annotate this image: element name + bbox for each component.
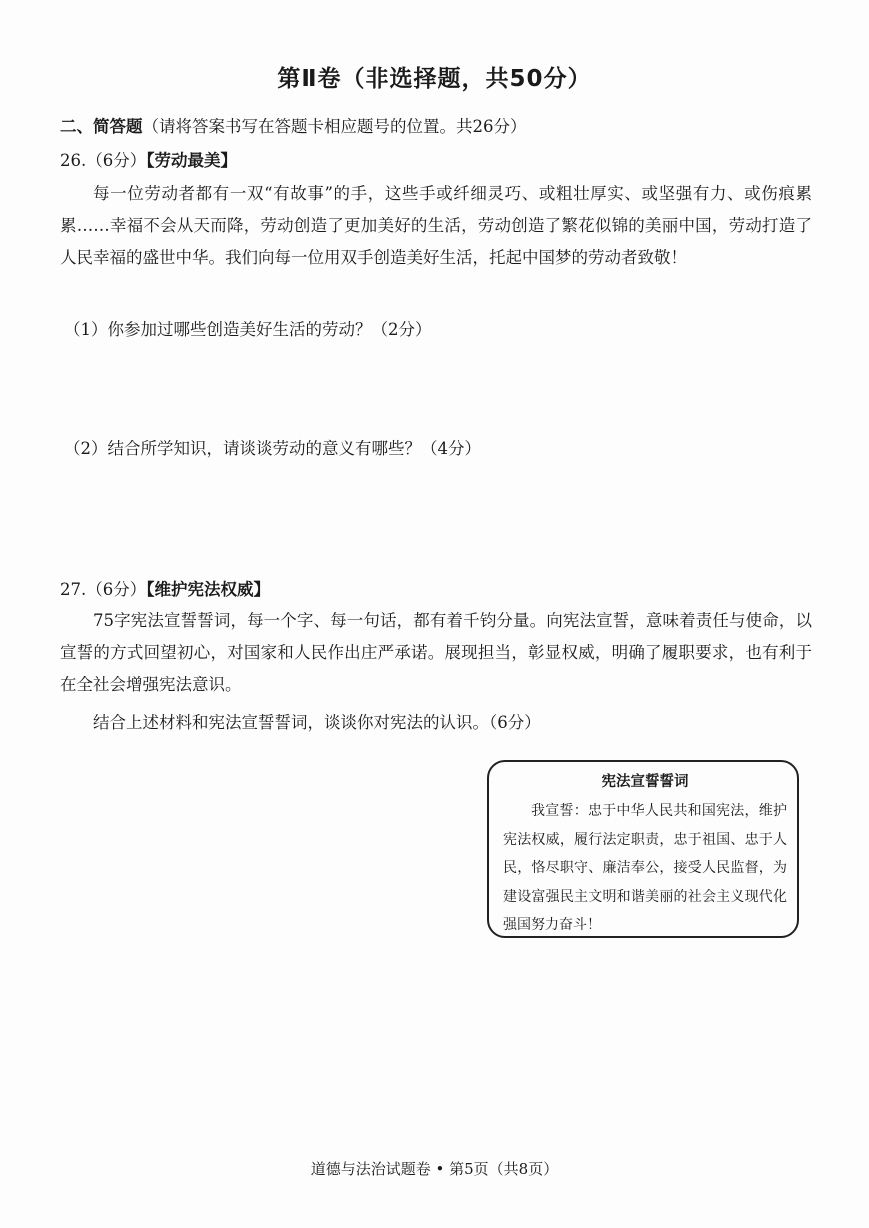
question-27-topic: 【维护宪法权威】 [146,580,270,599]
question-27-prompt: 结合上述材料和宪法宣誓誓词，谈谈你对宪法的认识。（6分） [93,713,541,732]
question-26-topic: 【劳动最美】 [146,151,237,170]
question-27-heading [60,576,270,600]
question-26-sub-1: （1）你参加过哪些创造美好生活的劳动？（2分） [64,320,432,339]
question-26-sub-2: （2）结合所学知识，请谈谈劳动的意义有哪些？（4分） [64,439,481,458]
question-27-number: 27.（6分） [60,580,147,599]
page-footer: 道德与法治试题卷 • 第5页（共8页） [310,1160,559,1178]
oath-box [487,760,799,938]
oath-text: 我宣誓：忠于中华人民共和国宪法，维护宪法权威，履行法定职责，忠于祖国、忠于人民，恪尽职守、廉洁奉公，接受人民监督，为建设富强民主文明和谐美丽的社会主义现代化强国努力奋斗！ [503,803,787,933]
oath-title: 宪法宣誓誓词 [601,774,689,790]
page-title: 第Ⅱ卷（非选择题，共50分） [277,66,592,92]
question-26-number: 26.（6分） [60,151,147,170]
section-heading [60,113,527,137]
question-27-passage: 75字宪法宣誓誓词，每一个字、每一句话，都有着千钧分量。向宪法宣誓，意味着责任与使命，以宣誓的方式回望初心，对国家和人民作出庄严承诺。展现担当，彰显权威，明确了履职要求，也有利于在全社会增强宪法意识。 [60,611,812,694]
section-note: （请将答案书写在答题卡相应题号的位置。共26分） [142,117,527,136]
question-26-passage: 每一位劳动者都有一双“有故事”的手，这些手或纤细灵巧、或粗壮厚实、或坚强有力、或伤痕累累……幸福不会从天而降，劳动创造了更加美好的生活，劳动创造了繁花似锦的美丽中国，劳动打造了人民幸福的盛世中华。我们向每一位用双手创造美好生活，托起中国梦的劳动者致敬！ [60,184,812,267]
section-label: 二、简答题 [60,117,143,136]
question-26-heading [60,147,237,171]
